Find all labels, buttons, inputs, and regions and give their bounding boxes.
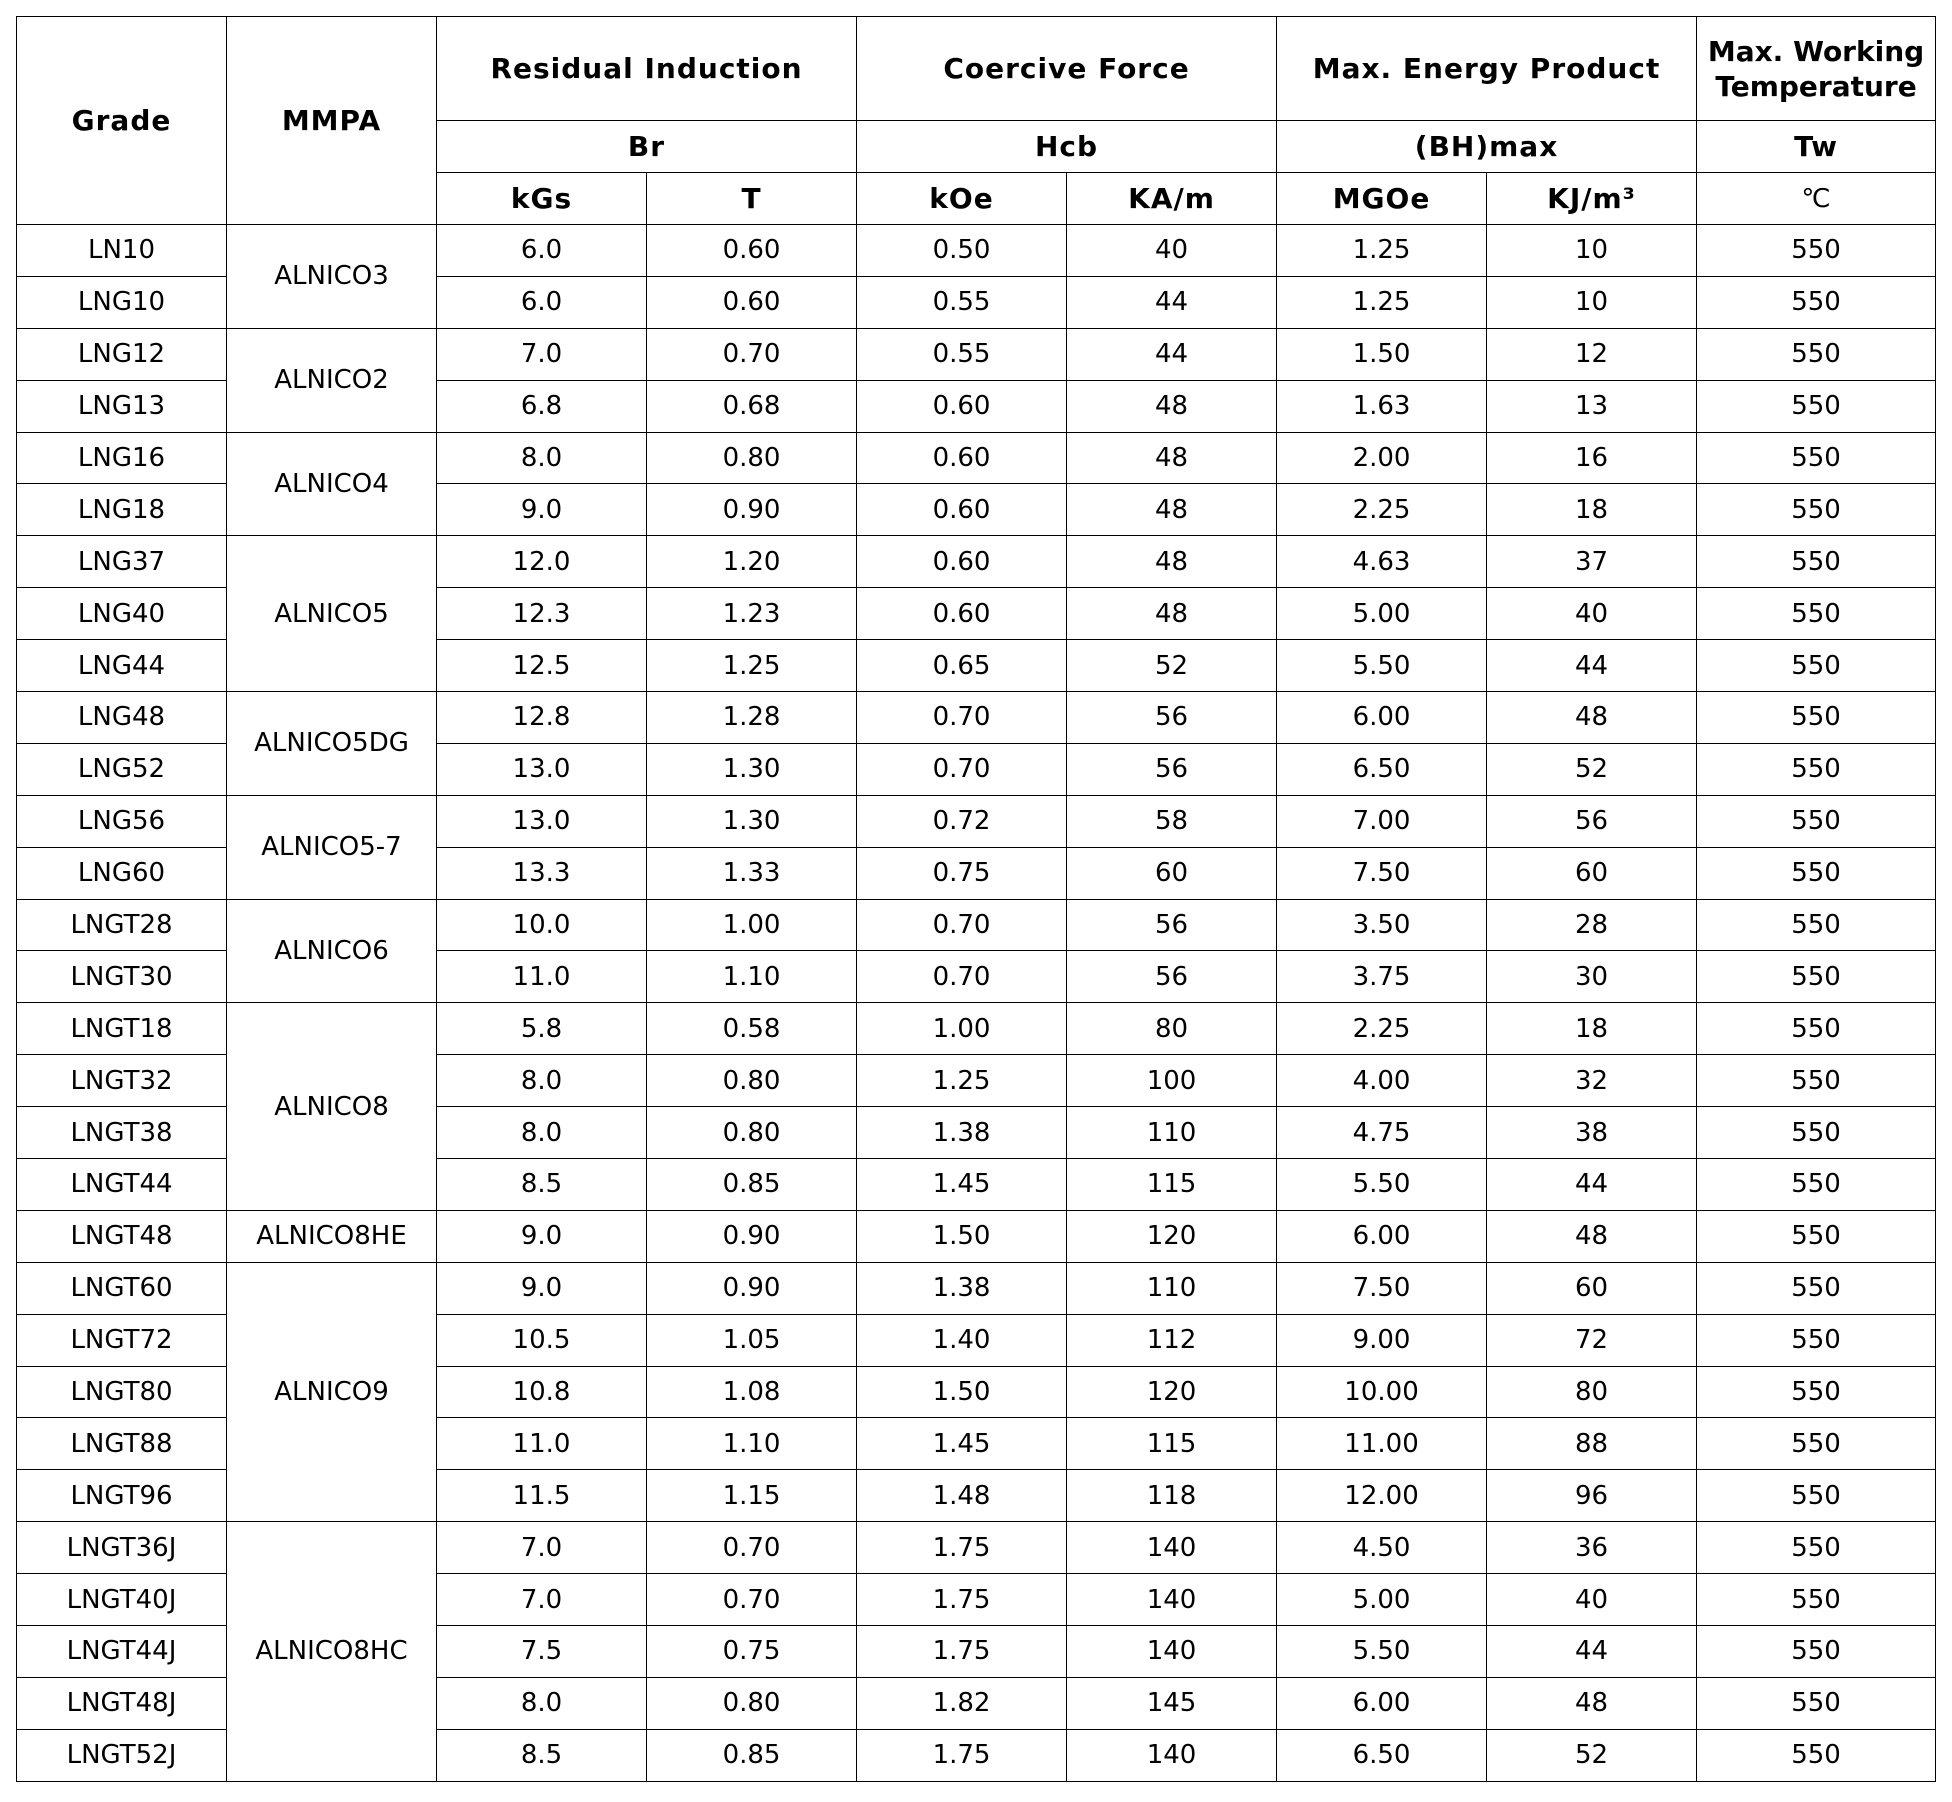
cell-tw: 550 [1697,276,1936,328]
cell-mgoe: 12.00 [1277,1470,1487,1522]
cell-kgs: 12.8 [437,692,647,744]
cell-mgoe: 5.50 [1277,1159,1487,1211]
cell-kgs: 10.5 [437,1314,647,1366]
cell-t: 0.80 [647,1107,857,1159]
cell-tw: 550 [1697,484,1936,536]
cell-t: 0.80 [647,1677,857,1729]
cell-tw: 550 [1697,1159,1936,1211]
cell-tw: 550 [1697,743,1936,795]
cell-grade: LNGT38 [17,1107,227,1159]
cell-kgs: 6.0 [437,225,647,277]
cell-koe: 1.45 [857,1159,1067,1211]
cell-mgoe: 5.00 [1277,1574,1487,1626]
cell-kam: 120 [1067,1366,1277,1418]
cell-kgs: 7.0 [437,328,647,380]
cell-kjm3: 16 [1487,432,1697,484]
cell-mgoe: 1.25 [1277,225,1487,277]
cell-kgs: 7.0 [437,1522,647,1574]
cell-grade: LNGT96 [17,1470,227,1522]
cell-kjm3: 80 [1487,1366,1697,1418]
header-tw: Tw [1697,121,1936,173]
header-bhmax: (BH)max [1277,121,1697,173]
cell-kjm3: 28 [1487,899,1697,951]
cell-t: 1.10 [647,951,857,1003]
cell-t: 0.80 [647,432,857,484]
cell-t: 1.33 [647,847,857,899]
table-row [17,1522,1936,1574]
cell-kjm3: 18 [1487,484,1697,536]
table-row [17,1262,1936,1314]
cell-tw: 550 [1697,640,1936,692]
cell-kjm3: 10 [1487,225,1697,277]
cell-kam: 140 [1067,1626,1277,1678]
cell-kgs: 12.3 [437,588,647,640]
cell-kjm3: 40 [1487,1574,1697,1626]
cell-tw: 550 [1697,1470,1936,1522]
cell-koe: 0.70 [857,743,1067,795]
cell-kjm3: 60 [1487,1262,1697,1314]
cell-kam: 80 [1067,1003,1277,1055]
cell-grade: LNG37 [17,536,227,588]
cell-koe: 0.72 [857,795,1067,847]
cell-mgoe: 1.63 [1277,380,1487,432]
header-hcb: Hcb [857,121,1277,173]
cell-koe: 1.50 [857,1366,1067,1418]
cell-mgoe: 5.00 [1277,588,1487,640]
table-header [17,17,1936,225]
cell-mmpa: ALNICO8HE [227,1210,437,1262]
cell-mgoe: 1.25 [1277,276,1487,328]
cell-kjm3: 48 [1487,1677,1697,1729]
cell-t: 1.15 [647,1470,857,1522]
cell-mgoe: 10.00 [1277,1366,1487,1418]
cell-kgs: 5.8 [437,1003,647,1055]
cell-tw: 550 [1697,536,1936,588]
cell-kam: 56 [1067,743,1277,795]
cell-koe: 0.70 [857,692,1067,744]
cell-kjm3: 88 [1487,1418,1697,1470]
cell-grade: LNGT32 [17,1055,227,1107]
cell-grade: LNG18 [17,484,227,536]
cell-t: 1.30 [647,795,857,847]
cell-kam: 52 [1067,640,1277,692]
cell-mmpa: ALNICO5 [227,536,437,692]
cell-grade: LNGT88 [17,1418,227,1470]
cell-tw: 550 [1697,1418,1936,1470]
cell-grade: LNGT40J [17,1574,227,1626]
cell-mmpa: ALNICO2 [227,328,437,432]
cell-kgs: 6.0 [437,276,647,328]
cell-kgs: 8.0 [437,432,647,484]
cell-koe: 1.40 [857,1314,1067,1366]
cell-kam: 48 [1067,536,1277,588]
cell-mgoe: 2.25 [1277,1003,1487,1055]
cell-grade: LNG48 [17,692,227,744]
cell-mgoe: 6.00 [1277,692,1487,744]
cell-grade: LNGT80 [17,1366,227,1418]
cell-tw: 550 [1697,951,1936,1003]
cell-kjm3: 44 [1487,640,1697,692]
cell-tw: 550 [1697,225,1936,277]
cell-t: 0.58 [647,1003,857,1055]
cell-kjm3: 13 [1487,380,1697,432]
cell-kam: 120 [1067,1210,1277,1262]
cell-mgoe: 3.75 [1277,951,1487,1003]
cell-koe: 1.38 [857,1107,1067,1159]
cell-kam: 145 [1067,1677,1277,1729]
cell-koe: 1.25 [857,1055,1067,1107]
cell-kgs: 7.0 [437,1574,647,1626]
cell-kjm3: 32 [1487,1055,1697,1107]
header-max-energy-product: Max. Energy Product [1277,17,1697,121]
cell-tw: 550 [1697,1522,1936,1574]
cell-kjm3: 96 [1487,1470,1697,1522]
table-row [17,536,1936,588]
cell-tw: 550 [1697,1729,1936,1781]
cell-kjm3: 60 [1487,847,1697,899]
cell-koe: 0.50 [857,225,1067,277]
cell-kjm3: 52 [1487,743,1697,795]
cell-t: 1.08 [647,1366,857,1418]
cell-tw: 550 [1697,1003,1936,1055]
cell-t: 1.05 [647,1314,857,1366]
cell-kjm3: 18 [1487,1003,1697,1055]
cell-mgoe: 4.50 [1277,1522,1487,1574]
cell-tw: 550 [1697,432,1936,484]
header-residual-induction: Residual Induction [437,17,857,121]
cell-grade: LN10 [17,225,227,277]
cell-grade: LNGT60 [17,1262,227,1314]
cell-t: 1.30 [647,743,857,795]
cell-tw: 550 [1697,1055,1936,1107]
cell-t: 0.80 [647,1055,857,1107]
cell-koe: 0.55 [857,276,1067,328]
cell-kam: 48 [1067,588,1277,640]
cell-t: 0.60 [647,276,857,328]
cell-grade: LNG56 [17,795,227,847]
cell-tw: 550 [1697,1314,1936,1366]
cell-mgoe: 4.75 [1277,1107,1487,1159]
cell-mmpa: ALNICO9 [227,1262,437,1521]
cell-grade: LNGT44 [17,1159,227,1211]
cell-grade: LNGT18 [17,1003,227,1055]
cell-kgs: 11.0 [437,951,647,1003]
cell-kgs: 9.0 [437,484,647,536]
cell-t: 1.00 [647,899,857,951]
unit-kjm3: KJ/m³ [1487,173,1697,225]
cell-mmpa: ALNICO3 [227,225,437,329]
unit-kam: KA/m [1067,173,1277,225]
cell-kjm3: 56 [1487,795,1697,847]
cell-kam: 40 [1067,225,1277,277]
cell-kam: 100 [1067,1055,1277,1107]
table-row [17,225,1936,277]
cell-kjm3: 52 [1487,1729,1697,1781]
alnico-grade-table-sheet [16,16,1935,1793]
cell-mgoe: 9.00 [1277,1314,1487,1366]
cell-kgs: 9.0 [437,1210,647,1262]
cell-kam: 48 [1067,380,1277,432]
cell-kgs: 9.0 [437,1262,647,1314]
cell-mgoe: 3.50 [1277,899,1487,951]
cell-grade: LNG13 [17,380,227,432]
cell-kgs: 10.8 [437,1366,647,1418]
cell-tw: 550 [1697,1677,1936,1729]
cell-tw: 550 [1697,1574,1936,1626]
cell-kgs: 13.0 [437,743,647,795]
cell-grade: LNG10 [17,276,227,328]
cell-kam: 140 [1067,1522,1277,1574]
cell-t: 0.70 [647,1522,857,1574]
cell-grade: LNGT30 [17,951,227,1003]
header-max-working-temperature [1697,17,1936,121]
cell-koe: 0.60 [857,536,1067,588]
cell-kgs: 8.5 [437,1159,647,1211]
table-row [17,1003,1936,1055]
cell-mgoe: 7.50 [1277,1262,1487,1314]
cell-kgs: 8.5 [437,1729,647,1781]
cell-mgoe: 7.50 [1277,847,1487,899]
cell-t: 0.90 [647,1262,857,1314]
cell-koe: 1.00 [857,1003,1067,1055]
cell-kgs: 8.0 [437,1677,647,1729]
cell-kam: 56 [1067,899,1277,951]
cell-kgs: 8.0 [437,1107,647,1159]
cell-mgoe: 4.63 [1277,536,1487,588]
cell-mgoe: 4.00 [1277,1055,1487,1107]
cell-kam: 56 [1067,692,1277,744]
cell-t: 1.10 [647,1418,857,1470]
cell-grade: LNGT36J [17,1522,227,1574]
cell-kjm3: 38 [1487,1107,1697,1159]
cell-kgs: 7.5 [437,1626,647,1678]
cell-koe: 1.48 [857,1470,1067,1522]
cell-mgoe: 6.00 [1277,1210,1487,1262]
cell-tw: 550 [1697,795,1936,847]
cell-kjm3: 44 [1487,1626,1697,1678]
cell-t: 0.90 [647,1210,857,1262]
table-body [17,225,1936,1782]
cell-mgoe: 1.50 [1277,328,1487,380]
cell-grade: LNGT52J [17,1729,227,1781]
cell-t: 0.68 [647,380,857,432]
cell-t: 1.20 [647,536,857,588]
cell-tw: 550 [1697,899,1936,951]
cell-grade: LNG44 [17,640,227,692]
cell-koe: 1.50 [857,1210,1067,1262]
cell-grade: LNGT48J [17,1677,227,1729]
header-coercive-force: Coercive Force [857,17,1277,121]
unit-koe: kOe [857,173,1067,225]
cell-koe: 1.75 [857,1522,1067,1574]
cell-t: 1.25 [647,640,857,692]
cell-t: 0.60 [647,225,857,277]
cell-kam: 140 [1067,1574,1277,1626]
cell-kam: 115 [1067,1418,1277,1470]
cell-grade: LNG16 [17,432,227,484]
unit-celsius: ℃ [1697,173,1936,225]
cell-kjm3: 37 [1487,536,1697,588]
cell-kjm3: 48 [1487,1210,1697,1262]
cell-tw: 550 [1697,1210,1936,1262]
cell-kjm3: 48 [1487,692,1697,744]
cell-kgs: 8.0 [437,1055,647,1107]
cell-tw: 550 [1697,588,1936,640]
cell-t: 0.90 [647,484,857,536]
cell-kam: 44 [1067,276,1277,328]
cell-tw: 550 [1697,1626,1936,1678]
cell-koe: 1.82 [857,1677,1067,1729]
cell-koe: 0.60 [857,484,1067,536]
table-row [17,795,1936,847]
cell-mgoe: 7.00 [1277,795,1487,847]
cell-grade: LNGT44J [17,1626,227,1678]
table-row [17,899,1936,951]
cell-mgoe: 5.50 [1277,640,1487,692]
cell-kam: 140 [1067,1729,1277,1781]
unit-kgs: kGs [437,173,647,225]
cell-kam: 44 [1067,328,1277,380]
cell-grade: LNG40 [17,588,227,640]
cell-koe: 0.65 [857,640,1067,692]
alnico-properties-table [16,16,1936,1782]
cell-koe: 0.70 [857,951,1067,1003]
cell-kjm3: 44 [1487,1159,1697,1211]
cell-t: 0.75 [647,1626,857,1678]
cell-koe: 0.60 [857,588,1067,640]
header-row-titles [17,17,1936,121]
cell-t: 1.28 [647,692,857,744]
cell-t: 0.85 [647,1159,857,1211]
cell-koe: 1.45 [857,1418,1067,1470]
cell-mmpa: ALNICO8 [227,1003,437,1211]
cell-grade: LNG60 [17,847,227,899]
cell-kam: 48 [1067,484,1277,536]
cell-koe: 0.55 [857,328,1067,380]
cell-koe: 1.75 [857,1574,1067,1626]
cell-kjm3: 72 [1487,1314,1697,1366]
cell-kjm3: 10 [1487,276,1697,328]
cell-kgs: 10.0 [437,899,647,951]
cell-mgoe: 6.50 [1277,743,1487,795]
cell-koe: 0.70 [857,899,1067,951]
cell-kam: 112 [1067,1314,1277,1366]
cell-kam: 60 [1067,847,1277,899]
cell-mmpa: ALNICO4 [227,432,437,536]
cell-t: 1.23 [647,588,857,640]
cell-kjm3: 12 [1487,328,1697,380]
cell-kgs: 13.3 [437,847,647,899]
cell-koe: 1.75 [857,1729,1067,1781]
cell-kjm3: 30 [1487,951,1697,1003]
cell-kjm3: 36 [1487,1522,1697,1574]
cell-kjm3: 40 [1487,588,1697,640]
cell-koe: 0.60 [857,432,1067,484]
cell-grade: LNG12 [17,328,227,380]
table-row [17,1210,1936,1262]
cell-kgs: 11.0 [437,1418,647,1470]
cell-mgoe: 11.00 [1277,1418,1487,1470]
unit-t: T [647,173,857,225]
cell-koe: 1.38 [857,1262,1067,1314]
header-grade: Grade [17,17,227,225]
cell-mmpa: ALNICO8HC [227,1522,437,1781]
cell-kam: 58 [1067,795,1277,847]
cell-kam: 110 [1067,1262,1277,1314]
cell-tw: 550 [1697,1366,1936,1418]
cell-tw: 550 [1697,380,1936,432]
cell-tw: 550 [1697,847,1936,899]
unit-mgoe: MGOe [1277,173,1487,225]
cell-grade: LNGT28 [17,899,227,951]
cell-koe: 1.75 [857,1626,1067,1678]
cell-kam: 48 [1067,432,1277,484]
cell-mgoe: 2.00 [1277,432,1487,484]
cell-mgoe: 6.00 [1277,1677,1487,1729]
cell-mmpa: ALNICO5-7 [227,795,437,899]
cell-kam: 115 [1067,1159,1277,1211]
cell-t: 0.85 [647,1729,857,1781]
header-max-working-temperature-line1: Max. Working [1707,34,1925,68]
table-row [17,328,1936,380]
cell-grade: LNGT72 [17,1314,227,1366]
cell-mgoe: 6.50 [1277,1729,1487,1781]
cell-tw: 550 [1697,692,1936,744]
cell-kam: 110 [1067,1107,1277,1159]
cell-kgs: 11.5 [437,1470,647,1522]
table-row [17,432,1936,484]
cell-tw: 550 [1697,328,1936,380]
cell-tw: 550 [1697,1262,1936,1314]
header-max-working-temperature-line2: Temperature [1715,69,1917,103]
cell-kgs: 12.5 [437,640,647,692]
cell-grade: LNG52 [17,743,227,795]
cell-kgs: 12.0 [437,536,647,588]
cell-tw: 550 [1697,1107,1936,1159]
cell-koe: 0.75 [857,847,1067,899]
cell-t: 0.70 [647,328,857,380]
header-br: Br [437,121,857,173]
table-row [17,692,1936,744]
cell-kgs: 6.8 [437,380,647,432]
cell-mgoe: 5.50 [1277,1626,1487,1678]
cell-kam: 118 [1067,1470,1277,1522]
cell-kgs: 13.0 [437,795,647,847]
header-mmpa: MMPA [227,17,437,225]
cell-mmpa: ALNICO5DG [227,692,437,796]
cell-mmpa: ALNICO6 [227,899,437,1003]
cell-koe: 0.60 [857,380,1067,432]
cell-kam: 56 [1067,951,1277,1003]
cell-mgoe: 2.25 [1277,484,1487,536]
cell-grade: LNGT48 [17,1210,227,1262]
cell-t: 0.70 [647,1574,857,1626]
